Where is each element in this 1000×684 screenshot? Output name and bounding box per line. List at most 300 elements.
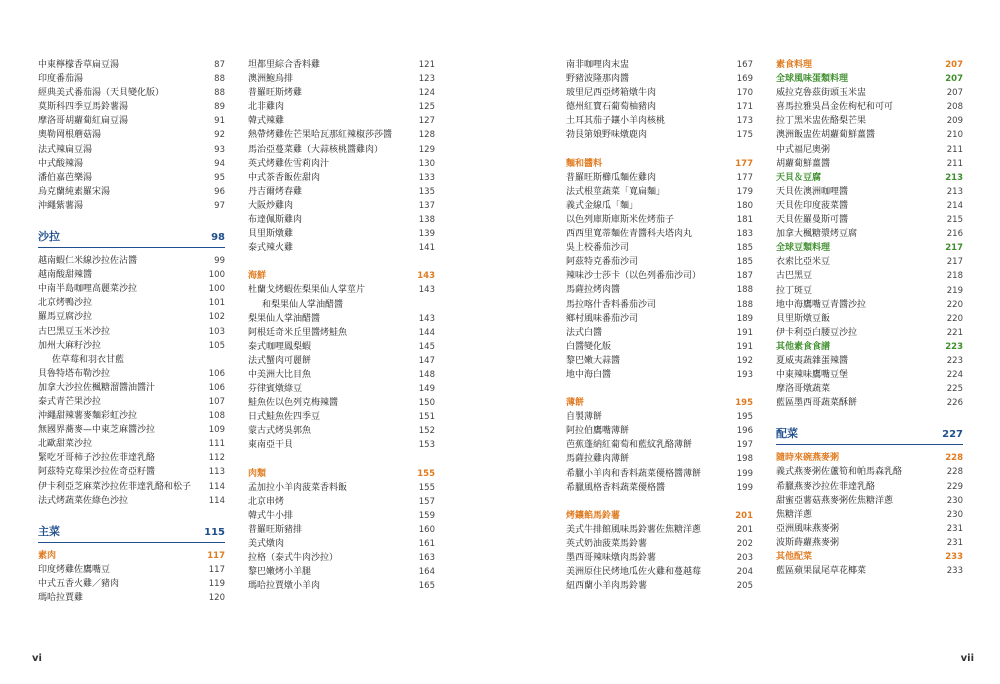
- toc-entry[interactable]: [776, 368, 963, 382]
- toc-entry[interactable]: [38, 591, 225, 605]
- toc-entry-page: 137: [418, 200, 435, 211]
- toc-entry[interactable]: [248, 579, 435, 593]
- toc-entry[interactable]: [776, 100, 963, 114]
- toc-entry-page: 211: [946, 158, 963, 169]
- toc-entry[interactable]: [38, 451, 225, 465]
- toc-entry[interactable]: [248, 495, 435, 509]
- toc-subsection-heading[interactable]: [776, 550, 963, 564]
- toc-entry-title: 經典美式番茄湯（天貝變化版）: [38, 88, 165, 99]
- toc-entry-page: 148: [418, 369, 435, 380]
- toc-entry-page: 219: [946, 285, 963, 296]
- toc-entry-title: 野豬波隆那肉醬: [566, 74, 630, 85]
- toc-entry[interactable]: [38, 100, 225, 114]
- toc-entry-title: 配菜: [776, 427, 798, 441]
- toc-entry-title: 瑪哈拉賈雞: [38, 593, 84, 603]
- toc-entry[interactable]: [248, 438, 435, 452]
- toc-entry[interactable]: [248, 185, 435, 199]
- toc-entry-page: 161: [418, 539, 435, 549]
- toc-entry-page: 106: [208, 368, 225, 379]
- toc-entry-title: 羅馬豆腐沙拉: [38, 312, 93, 323]
- toc-entry[interactable]: [248, 199, 435, 213]
- toc-entry-title: 薄餅: [566, 398, 585, 409]
- toc-entry[interactable]: [566, 312, 753, 326]
- toc-entry-page: 196: [736, 426, 753, 437]
- toc-entry[interactable]: [566, 171, 753, 185]
- toc-entry-title: 中式福尼奧粥: [776, 144, 831, 155]
- toc-subsection-heading[interactable]: [776, 340, 963, 354]
- toc-entry-page: 112: [208, 453, 225, 464]
- toc-entry[interactable]: [38, 282, 225, 296]
- toc-entry-page: 94: [214, 158, 225, 169]
- toc-entry[interactable]: [38, 296, 225, 310]
- toc-entry-title: 芭蕉蓬納紅葡萄和藍紋乳酪薄餅: [566, 440, 693, 451]
- toc-entry[interactable]: [776, 185, 963, 199]
- toc-entry-page: 163: [418, 553, 435, 564]
- toc-entry[interactable]: [566, 368, 753, 382]
- toc-entry-page: 224: [946, 370, 963, 381]
- toc-entry-title: 美洲原住民烤地瓜佐火雞和蔓越莓: [566, 567, 702, 578]
- toc-entry[interactable]: [776, 128, 963, 142]
- toc-entry[interactable]: [776, 298, 963, 312]
- toc-entry[interactable]: [566, 326, 753, 340]
- toc-entry-page: 173: [736, 116, 753, 127]
- toc-entry[interactable]: [248, 298, 435, 312]
- toc-entry[interactable]: [38, 114, 225, 128]
- toc-entry[interactable]: [776, 354, 963, 368]
- toc-entry-page: 229: [946, 481, 963, 492]
- toc-entry-page: 101: [208, 298, 225, 309]
- toc-subsection-heading[interactable]: [38, 549, 225, 563]
- toc-entry[interactable]: [248, 424, 435, 438]
- toc-column-1: [38, 58, 225, 605]
- toc-entry[interactable]: [248, 340, 435, 354]
- toc-entry[interactable]: [566, 424, 753, 438]
- toc-entry-page: 231: [946, 537, 963, 548]
- spacer: [566, 495, 753, 509]
- toc-entry-title: 以色列庫斯庫斯米佐烤茄子: [566, 214, 675, 225]
- toc-entry[interactable]: [566, 114, 753, 128]
- toc-entry-page: 170: [736, 88, 753, 99]
- toc-entry[interactable]: [248, 481, 435, 495]
- toc-entry-page: 207: [946, 88, 963, 99]
- toc-entry[interactable]: [38, 480, 225, 494]
- toc-entry-page: 191: [736, 341, 753, 352]
- toc-entry-title: 藍區墨西哥蔬菜酥餅: [776, 398, 858, 409]
- toc-subsection-heading[interactable]: [776, 171, 963, 185]
- toc-entry-page: 187: [736, 271, 753, 282]
- toc-entry[interactable]: [776, 143, 963, 157]
- toc-entry[interactable]: [566, 551, 753, 565]
- toc-entry-title: 喜馬拉雅吳昌金佐枸杞和可可: [776, 102, 894, 113]
- toc-entry-page: 210: [946, 130, 963, 141]
- toc-entry-title: 主菜: [38, 524, 60, 538]
- toc-entry-page: 102: [208, 312, 225, 323]
- toc-subsection-heading[interactable]: [776, 451, 963, 465]
- toc-subsection-heading[interactable]: [566, 157, 753, 171]
- toc-entry-title: 中東檸檬香草扁豆湯: [38, 60, 120, 70]
- toc-subsection-heading[interactable]: [776, 72, 963, 86]
- toc-entry-title: 西西里寬蒂麵佐青醬科夫塔肉丸: [566, 229, 693, 240]
- toc-entry[interactable]: [776, 536, 963, 550]
- toc-entry-page: 107: [208, 396, 225, 407]
- toc-entry-page: 145: [418, 341, 435, 352]
- toc-entry-title: 貝里斯燉雞: [248, 229, 294, 240]
- toc-entry[interactable]: [776, 508, 963, 522]
- toc-entry-page: 119: [208, 578, 225, 589]
- toc-entry-page: 88: [214, 74, 225, 85]
- toc-entry[interactable]: [38, 339, 225, 353]
- toc-entry-title: 韓式牛小排: [248, 510, 294, 521]
- toc-entry-page: 95: [214, 172, 225, 183]
- toc-subsection-heading[interactable]: [776, 58, 963, 72]
- toc-entry[interactable]: [38, 254, 225, 268]
- toc-entry-page: 93: [214, 144, 225, 155]
- toc-entry[interactable]: [248, 410, 435, 424]
- spacer: [776, 410, 963, 424]
- toc-entry-page: 223: [945, 341, 963, 352]
- toc-entry[interactable]: [248, 312, 435, 326]
- toc-entry-title: 法式根莖蔬菜「寬扁麵」: [566, 186, 666, 197]
- toc-entry[interactable]: [38, 367, 225, 381]
- toc-entry-page: 169: [736, 74, 753, 85]
- toc-entry-title: 胡蘿蔔鮮薑醬: [776, 158, 831, 169]
- toc-entry[interactable]: [38, 409, 225, 423]
- toc-entry-page: 128: [418, 130, 435, 141]
- toc-entry-page: 159: [418, 510, 435, 521]
- toc-entry-title: 法式蟹肉可麗餅: [248, 355, 312, 366]
- toc-entry-page: 177: [735, 158, 753, 169]
- toc-entry[interactable]: [248, 396, 435, 410]
- toc-entry[interactable]: [248, 523, 435, 537]
- toc-entry[interactable]: [776, 269, 963, 283]
- toc-entry[interactable]: [776, 199, 963, 213]
- toc-entry[interactable]: [248, 100, 435, 114]
- toc-entry[interactable]: [248, 128, 435, 142]
- toc-entry[interactable]: [38, 381, 225, 395]
- toc-entry-page: 201: [735, 510, 753, 521]
- toc-entry-page: 133: [418, 172, 435, 183]
- toc-entry-title: 地中海鷹嘴豆青醬沙拉: [776, 299, 867, 310]
- toc-entry[interactable]: [38, 395, 225, 409]
- toc-entry[interactable]: [566, 241, 753, 255]
- toc-entry-page: 181: [736, 214, 753, 225]
- toc-entry[interactable]: [566, 128, 753, 142]
- toc-entry-title: 烏克蘭純素羅宋湯: [38, 186, 111, 197]
- toc-entry[interactable]: [38, 563, 225, 577]
- toc-entry-title: 其他配菜: [776, 552, 813, 562]
- toc-entry-title: 拉格（泰式牛肉沙拉）: [248, 553, 339, 564]
- toc-subsection-heading[interactable]: [248, 467, 435, 481]
- toc-entry-title: 白醬變化版: [566, 341, 612, 352]
- toc-entry[interactable]: [566, 283, 753, 297]
- toc-entry-page: 91: [214, 116, 225, 127]
- toc-entry-title: 東南亞干貝: [248, 440, 294, 451]
- toc-entry-title: 潘伯嘉芭樂湯: [38, 172, 93, 183]
- toc-entry-page: 106: [208, 382, 225, 393]
- toc-entry[interactable]: [38, 465, 225, 479]
- toc-entry-title: 普羅旺斯櫛瓜麵佐雞肉: [566, 172, 657, 183]
- toc-entry-title: 黎巴嫩大蒜醬: [566, 355, 621, 366]
- toc-entry[interactable]: [566, 523, 753, 537]
- toc-entry-page: 100: [208, 270, 225, 281]
- toc-entry[interactable]: [566, 100, 753, 114]
- toc-entry[interactable]: [776, 157, 963, 171]
- toc-entry-page: 177: [736, 172, 753, 183]
- toc-entry-title: 波斯蒔蘿燕麥粥: [776, 537, 840, 548]
- toc-entry-title: 沖繩紫薯湯: [38, 200, 84, 211]
- toc-entry[interactable]: [566, 58, 753, 72]
- toc-entry[interactable]: [248, 509, 435, 523]
- toc-entry[interactable]: [248, 72, 435, 86]
- toc-entry-title: 普羅旺斯豬排: [248, 524, 303, 535]
- spacer: [566, 382, 753, 396]
- toc-entry[interactable]: [38, 86, 225, 100]
- toc-entry[interactable]: [776, 284, 963, 298]
- toc-entry-title: 加拿大楓糖漿烤豆腐: [776, 229, 858, 240]
- toc-entry-title: 加拿大沙拉佐楓糖溜醬油醬汁: [38, 382, 156, 393]
- toc-entry[interactable]: [248, 326, 435, 340]
- toc-entry-page: 191: [736, 327, 753, 338]
- toc-entry-title: 伊卡利亞芝麻菜沙拉佐菲達乳酪和松子: [38, 481, 192, 492]
- toc-entry[interactable]: [566, 579, 753, 593]
- toc-entry-page: 165: [418, 581, 435, 592]
- toc-entry[interactable]: [776, 227, 963, 241]
- toc-entry[interactable]: [566, 86, 753, 100]
- toc-entry[interactable]: [248, 157, 435, 171]
- toc-entry-page: 151: [418, 412, 435, 423]
- toc-entry-title: 泰式辣火雞: [248, 243, 294, 254]
- toc-entry[interactable]: [248, 354, 435, 368]
- toc-entry-title: 沙拉: [38, 230, 60, 244]
- toc-entry-title: 素食料理: [776, 60, 813, 70]
- toc-entry[interactable]: [776, 480, 963, 494]
- toc-section-heading[interactable]: [38, 227, 225, 248]
- toc-column-3: [566, 58, 753, 593]
- toc-entry-title: 和梨果仙人掌油醋醬: [262, 299, 344, 310]
- toc-entry-page: 125: [418, 102, 435, 113]
- toc-entry-page: 153: [418, 440, 435, 451]
- toc-entry-title: 土耳其茄子鑲小羊肉核桃: [566, 116, 666, 127]
- toc-entry-page: 207: [945, 60, 963, 70]
- toc-entry-title: 義式金線瓜「麵」: [566, 200, 639, 211]
- toc-entry-title: 鮭魚佐以色列克梅辣醬: [248, 398, 339, 409]
- toc-entry[interactable]: [566, 72, 753, 86]
- toc-entry[interactable]: [248, 382, 435, 396]
- toc-entry[interactable]: [566, 213, 753, 227]
- toc-entry[interactable]: [38, 185, 225, 199]
- toc-entry-page: 180: [736, 200, 753, 211]
- toc-entry[interactable]: [38, 268, 225, 282]
- toc-entry[interactable]: [776, 494, 963, 508]
- toc-entry[interactable]: [248, 368, 435, 382]
- toc-entry-title: 杜蘭戈烤蝦佐梨果仙人掌莖片: [248, 285, 366, 296]
- toc-entry-title: 法式辣扁豆湯: [38, 144, 93, 155]
- toc-entry[interactable]: [776, 382, 963, 396]
- page-number-right: vii: [960, 653, 974, 664]
- toc-entry-title: 天貝佐羅曼斯可醬: [776, 215, 849, 226]
- toc-entry-title: 莫斯科四季豆馬鈴薯湯: [38, 102, 129, 113]
- toc-entry-title: 中南半島咖哩高麗菜沙拉: [38, 284, 138, 295]
- toc-entry-page: 103: [208, 326, 225, 337]
- toc-entry[interactable]: [38, 58, 225, 72]
- toc-entry[interactable]: [566, 481, 753, 495]
- toc-entry-title: 法式烤蔬菜佐綠色沙拉: [38, 495, 129, 506]
- toc-entry-title: 希臘小羊肉和香料蔬菜優格醬薄餅: [566, 468, 702, 479]
- toc-entry-title: 梨果仙人掌油醋醬: [248, 313, 321, 324]
- toc-entry[interactable]: [248, 537, 435, 551]
- toc-entry-title: 德州紅寶石葡萄柚豬肉: [566, 102, 657, 113]
- toc-entry-page: 96: [214, 186, 225, 197]
- toc-entry[interactable]: [38, 199, 225, 213]
- page-number-left: vi: [32, 653, 42, 664]
- toc-entry-page: 97: [214, 200, 225, 211]
- toc-entry-page: 130: [418, 158, 435, 169]
- toc-entry-title: 澳洲鮑烏排: [248, 74, 294, 85]
- toc-entry-title: 阿茲特克番茄沙司: [566, 257, 639, 268]
- toc-entry-page: 99: [214, 256, 225, 267]
- toc-entry[interactable]: [38, 437, 225, 451]
- toc-entry[interactable]: [776, 255, 963, 269]
- toc-entry[interactable]: [776, 86, 963, 100]
- toc-entry-title: 勃艮第娘野味燉鹿肉: [566, 130, 648, 141]
- toc-entry[interactable]: [566, 340, 753, 354]
- toc-entry[interactable]: [248, 58, 435, 72]
- toc-entry-title: 威拉克魯茲街頭玉米盅: [776, 88, 867, 99]
- toc-entry[interactable]: [38, 128, 225, 142]
- toc-entry-page: 208: [946, 102, 963, 113]
- toc-entry[interactable]: [776, 312, 963, 326]
- toc-entry-page: 201: [736, 524, 753, 535]
- toc-entry[interactable]: [776, 114, 963, 128]
- toc-entry-page: 139: [418, 229, 435, 240]
- toc-entry[interactable]: [248, 565, 435, 579]
- toc-entry[interactable]: [38, 494, 225, 508]
- toc-entry[interactable]: [566, 410, 753, 424]
- toc-entry[interactable]: [248, 171, 435, 185]
- toc-entry[interactable]: [248, 213, 435, 227]
- toc-entry[interactable]: [566, 199, 753, 213]
- toc-entry[interactable]: [566, 185, 753, 199]
- toc-entry[interactable]: [38, 171, 225, 185]
- toc-subsection-heading[interactable]: [566, 509, 753, 523]
- toc-entry-page: 220: [946, 299, 963, 310]
- toc-subsection-heading[interactable]: [248, 269, 435, 283]
- toc-entry[interactable]: [566, 452, 753, 466]
- spacer: [248, 255, 435, 269]
- toc-entry-title: 貝魯特塔布勒沙拉: [38, 368, 111, 379]
- toc-entry[interactable]: [566, 255, 753, 269]
- toc-entry-page: 138: [418, 215, 435, 226]
- toc-entry[interactable]: [248, 114, 435, 128]
- toc-entry[interactable]: [38, 143, 225, 157]
- toc-entry-page: 185: [736, 243, 753, 254]
- toc-entry[interactable]: [248, 551, 435, 565]
- toc-entry-title: 越南蝦仁米線沙拉佐沾醬: [38, 256, 138, 267]
- toc-entry-page: 171: [736, 102, 753, 113]
- toc-entry-page: 203: [736, 553, 753, 563]
- toc-entry[interactable]: [566, 467, 753, 481]
- toc-entry[interactable]: [776, 465, 963, 479]
- toc-entry-title: 天貝＆豆腐: [776, 172, 822, 183]
- toc-entry[interactable]: [776, 564, 963, 578]
- toc-entry[interactable]: [248, 143, 435, 157]
- toc-section-heading[interactable]: [776, 424, 963, 445]
- toc-entry-page: 175: [736, 130, 753, 141]
- toc-entry-title: 馬治亞蔓菜雞（大蒜核桃醬雞肉）: [248, 144, 384, 155]
- toc-entry[interactable]: [566, 354, 753, 368]
- toc-entry-page: 198: [736, 454, 753, 465]
- toc-entry[interactable]: [566, 298, 753, 312]
- toc-entry[interactable]: [566, 269, 753, 283]
- toc-entry-page: 117: [208, 564, 225, 575]
- toc-entry[interactable]: [566, 227, 753, 241]
- toc-subsection-heading[interactable]: [776, 241, 963, 255]
- toc-entry-page: 211: [946, 144, 963, 155]
- toc-subsection-heading[interactable]: [566, 396, 753, 410]
- toc-entry[interactable]: [38, 310, 225, 324]
- toc-entry-page: 92: [214, 130, 225, 141]
- toc-entry-page: 143: [418, 285, 435, 296]
- toc-entry-page: 124: [418, 88, 435, 99]
- toc-entry[interactable]: [248, 241, 435, 255]
- toc-entry[interactable]: [776, 326, 963, 340]
- toc-entry[interactable]: [566, 537, 753, 551]
- toc-entry-title: 海鮮: [248, 271, 267, 282]
- toc-section-heading[interactable]: [38, 522, 225, 543]
- toc-entry[interactable]: [38, 72, 225, 86]
- toc-entry[interactable]: [38, 423, 225, 437]
- toc-entry-title: 夏威夷蔬雜蛋辣醬: [776, 355, 849, 366]
- toc-entry-page: 228: [946, 467, 963, 478]
- toc-entry-page: 114: [208, 481, 225, 492]
- toc-entry[interactable]: [566, 438, 753, 452]
- toc-entry-title: 肉類: [248, 468, 267, 479]
- toc-entry[interactable]: [776, 396, 963, 410]
- toc-entry-title: 加州大麻籽沙拉: [38, 340, 102, 351]
- toc-entry[interactable]: [38, 325, 225, 339]
- toc-entry[interactable]: [38, 577, 225, 591]
- toc-entry[interactable]: [566, 565, 753, 579]
- toc-entry[interactable]: [248, 227, 435, 241]
- toc-entry-page: 155: [417, 468, 435, 479]
- toc-entry-title: 摩洛哥燉蔬菜: [776, 384, 831, 395]
- toc-entry-title: 沖繩甜辣薯麥麵彩虹沙拉: [38, 411, 138, 422]
- toc-entry-page: 220: [946, 313, 963, 324]
- toc-entry-title: 北京串烤: [248, 496, 285, 507]
- toc-entry-title: 亞洲風味燕麥粥: [776, 523, 840, 534]
- toc-entry-title: 泰式咖哩鳳梨蝦: [248, 341, 312, 352]
- toc-entry-title: 烤鑲餡馬鈴薯: [566, 510, 621, 521]
- toc-entry[interactable]: [248, 86, 435, 100]
- toc-entry-title: 大阪炒雞肉: [248, 200, 294, 211]
- toc-entry-title: 英式奶油菠菜馬鈴薯: [566, 538, 648, 549]
- toc-entry-page: 114: [208, 495, 225, 506]
- toc-entry-page: 167: [736, 60, 753, 70]
- toc-entry[interactable]: [776, 522, 963, 536]
- toc-entry-title: 素肉: [38, 550, 57, 561]
- toc-entry-title: 孟加拉小羊肉菠菜香料飯: [248, 482, 348, 493]
- toc-entry[interactable]: [776, 213, 963, 227]
- toc-entry-page: 209: [946, 116, 963, 127]
- toc-entry[interactable]: [38, 157, 225, 171]
- toc-entry[interactable]: [248, 283, 435, 297]
- toc-entry[interactable]: [38, 353, 225, 367]
- toc-entry-title: 焦糖洋蔥: [776, 509, 813, 520]
- toc-entry-page: 149: [418, 384, 435, 395]
- toc-entry-page: 199: [736, 468, 753, 479]
- toc-entry-title: 南非咖哩肉末盅: [566, 60, 630, 70]
- toc-entry-title: 佐草莓和羽衣甘藍: [52, 354, 125, 365]
